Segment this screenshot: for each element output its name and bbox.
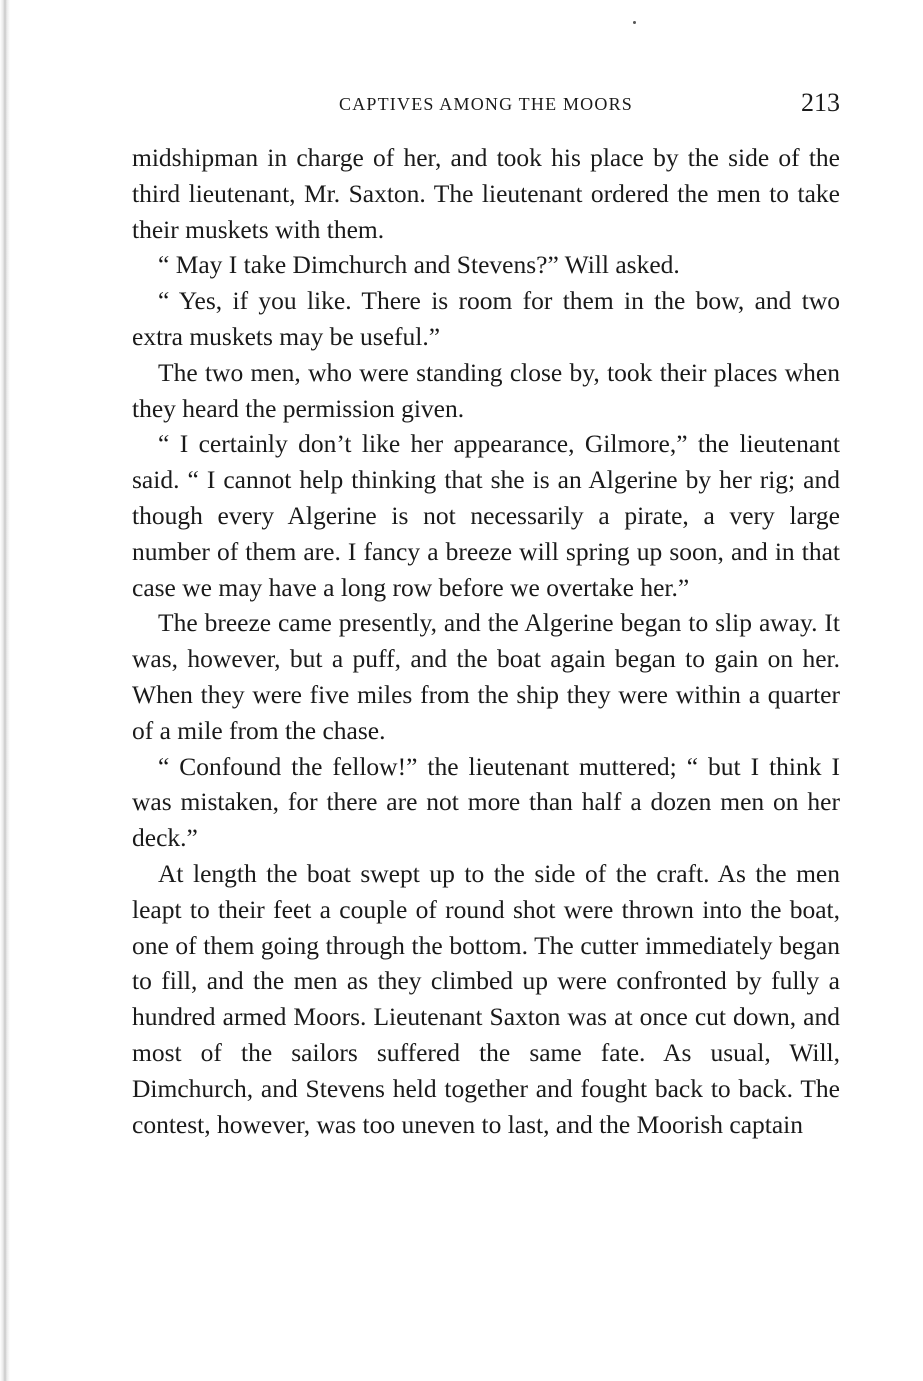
page-number: 213 (801, 88, 840, 117)
print-speck (633, 21, 636, 24)
paragraph: “ Yes, if you like. There is room for them in the bow, and two extra muskets may be useful.” (132, 286, 840, 351)
paragraph: “ May I take Dimchurch and Stevens?” Will asked. (158, 250, 680, 280)
paragraph: midshipman in charge of her, and took his place by the side of the third lieutenant, Mr. Saxton. The lieutenant ordered the men to take their muskets with them. (132, 143, 840, 244)
paragraph: The breeze came presently, and the Algerine began to slip away. It was, however, but a puff, and the boat again began to gain on her. When they were five miles from the ship they were within a quarter of a mile from the chase. (132, 608, 840, 745)
paragraph: “ I certainly don’t like her appearance, Gilmore,” the lieutenant said. “ I cannot help thinking that she is an Algerine by her rig; and though every Algerine is not necessarily a pirate, a very large number of them are. I fancy a breeze will spring up soon, and in that case we may have a long row before we overtake her.” (132, 429, 840, 602)
binding-gutter (0, 0, 16, 1381)
paragraph: “ Confound the fellow!” the lieutenant muttered; “ but I think I was mistaken, for there are not more than half a dozen men on her deck.” (132, 751, 840, 853)
running-head (132, 88, 840, 122)
body-text (132, 140, 840, 1142)
running-title: CAPTIVES AMONG THE MOORS (338, 94, 633, 114)
paragraph: The two men, who were standing close by, took their places when they heard the permission given. (132, 357, 840, 423)
paragraph: At length the boat swept up to the side of the craft. As the men leapt to their feet a couple of round shot were thrown into the boat, one of them going through the bottom. The cutter immediately began to fill, and the men as they climbed up were confronted by fully a hundred armed Moors. Lieutenant Saxton was at once cut down, and most of the sailors suffered the same fate. As usual, Will, Dimchurch, and Stevens held together and fought back to back. The contest, however, was too uneven to last, and the Moorish captain (132, 858, 840, 1139)
